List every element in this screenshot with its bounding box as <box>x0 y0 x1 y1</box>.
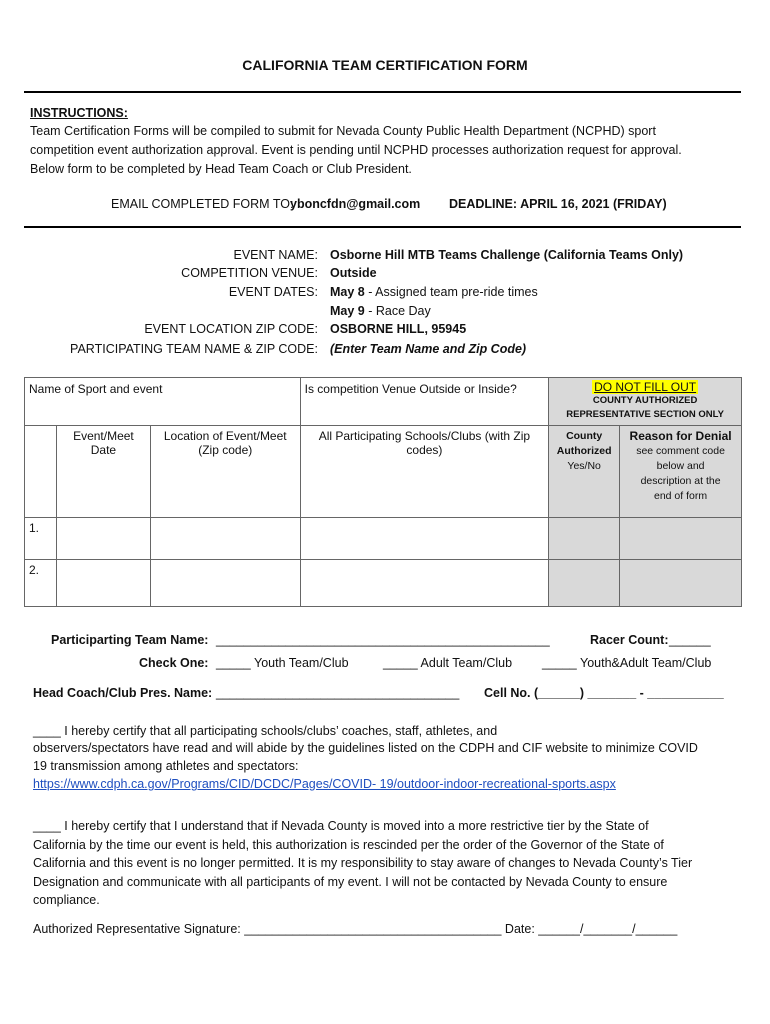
option-youth[interactable]: _____ Youth Team/Club <box>216 656 349 670</box>
header-location <box>150 426 300 518</box>
cell-date[interactable] <box>56 560 150 607</box>
header-schools-line: codes) <box>406 443 443 457</box>
racer-count-field[interactable]: ______ <box>669 633 711 647</box>
row-number-header <box>25 426 57 518</box>
option-youth-adult[interactable]: _____ Youth&Adult Team/Club <box>542 656 712 670</box>
cell-county <box>549 518 620 560</box>
header-reason-denial <box>620 426 742 518</box>
header-sport: Name of Sport and event <box>25 378 301 426</box>
row-number: 1. <box>25 518 57 560</box>
cell-schools[interactable] <box>300 560 549 607</box>
cell-location[interactable] <box>150 518 300 560</box>
table-row <box>25 560 742 607</box>
county-section-header <box>549 378 742 426</box>
cell-reason <box>620 560 742 607</box>
cdph-guidelines-link[interactable] <box>33 777 616 791</box>
certify-2-line: compliance. <box>33 893 100 907</box>
reason-line: below and <box>656 460 705 472</box>
header-date-line: Event/Meet <box>73 429 134 443</box>
venue-value: Outside <box>330 266 377 280</box>
do-not-fill-label: DO NOT FILL OUT <box>594 380 697 394</box>
event-name-value: Osborne Hill MTB Teams Challenge (California Teams Only) <box>330 248 684 262</box>
form-title: CALIFORNIA TEAM CERTIFICATION FORM <box>242 57 528 73</box>
county-section-line: REPRESENTATIVE SECTION ONLY <box>566 409 724 420</box>
cell-county <box>549 560 620 607</box>
county-line: Yes/No <box>567 460 601 472</box>
header-venue: Is competition Venue Outside or Inside? <box>300 378 549 426</box>
reason-title: Reason for Denial <box>629 429 732 443</box>
date-1-desc: - Assigned team pre-ride times <box>364 285 538 299</box>
cell-schools[interactable] <box>300 518 549 560</box>
date-2: May 9 <box>330 304 365 318</box>
certify-1-line: observers/spectators have read and will abide by the guidelines listed on the CDPH and CIF website to minimize COVID <box>33 741 698 755</box>
row-number: 2. <box>25 560 57 607</box>
event-date-2 <box>330 304 431 318</box>
reason-line: description at the <box>640 475 721 487</box>
venue-label: COMPETITION VENUE: <box>181 266 318 280</box>
team-label: PARTICIPATING TEAM NAME & ZIP CODE: <box>70 342 318 356</box>
racer-count-label: Racer Count: <box>590 633 669 647</box>
cell-location[interactable] <box>150 560 300 607</box>
zip-label: EVENT LOCATION ZIP CODE: <box>144 322 318 336</box>
coach-name-label: Head Coach/Club Pres. Name: <box>33 686 213 700</box>
instructions-text: Team Certification Forms will be compiled to submit for Nevada County Public Health Department (NCPHD) sport <box>30 124 656 138</box>
divider <box>24 226 741 228</box>
event-table <box>24 377 742 607</box>
instructions-heading: INSTRUCTIONS: <box>30 106 128 120</box>
county-section-line: COUNTY AUTHORIZED <box>592 395 698 406</box>
coach-name-field[interactable]: ___________________________________ <box>216 686 460 700</box>
cell-reason <box>620 518 742 560</box>
header-schools-line: All Participating Schools/Clubs (with Zip <box>318 429 531 443</box>
date-1: May 8 <box>330 285 365 299</box>
header-date-line: Date <box>90 443 117 457</box>
certify-2-line: California and this event is no longer permitted. It is my responsibility to stay aware of changes to Nevada County’s Tier <box>33 856 693 870</box>
reason-line: see comment code <box>636 445 725 457</box>
email-value[interactable]: yboncfdn@gmail.com <box>290 197 421 211</box>
cell-date[interactable] <box>56 518 150 560</box>
table-row <box>25 518 742 560</box>
header-schools <box>300 426 549 518</box>
certify-2-line: ____ I hereby certify that I understand that if Nevada County is moved into a more restrictive tier by the State of <box>33 819 649 833</box>
email-label: EMAIL COMPLETED FORM TO: <box>111 197 294 211</box>
county-line: County <box>566 430 603 442</box>
instructions-text: Below form to be completed by Head Team Coach or Club President. <box>30 162 412 176</box>
reason-line: end of form <box>654 490 708 502</box>
certify-1-line: 19 transmission among athletes and spectators: <box>33 759 299 773</box>
team-value[interactable]: (Enter Team Name and Zip Code) <box>330 342 527 356</box>
certify-2-line: California by the time our event is held, this authorization is rescinded per the order of the Governor of the State of <box>33 838 664 852</box>
dates-label: EVENT DATES: <box>228 285 318 299</box>
zip-value: OSBORNE HILL, 95945 <box>330 322 467 336</box>
header-location-line: Location of Event/Meet <box>163 429 287 443</box>
team-name-field[interactable]: ________________________________________________ <box>216 633 550 647</box>
certify-2-line: Designation and communicate with all participants of my event. I will not be contacted by Nevada County to ensure <box>33 875 668 889</box>
team-name-label: Participarting Team Name: <box>51 633 209 647</box>
county-line: Authorized <box>556 445 612 457</box>
event-date-1 <box>330 285 538 299</box>
cdph-link[interactable]: https://www.cdph.ca.gov/Programs/CID/DCDC/Pages/COVID- 19/outdoor-indoor-recreational-sports.aspx <box>33 777 616 791</box>
date-2-desc: - Race Day <box>364 304 431 318</box>
certify-1-line: ____ I hereby certify that all participating schools/clubs’ coaches, staff, athletes, and <box>33 724 498 738</box>
instructions-text: competition event authorization approval. Event is pending until NCPHD processes authorization request for approval. <box>30 143 682 157</box>
event-name-label: EVENT NAME: <box>233 248 318 262</box>
option-adult[interactable]: _____ Adult Team/Club <box>383 656 513 670</box>
check-one-label: Check One: <box>139 656 209 670</box>
deadline: DEADLINE: APRIL 16, 2021 (FRIDAY) <box>449 197 667 211</box>
header-date <box>56 426 150 518</box>
header-county-authorized <box>549 426 620 518</box>
cell-number-field[interactable]: Cell No. (______) _______ - ___________ <box>484 686 724 700</box>
header-location-line: (Zip code) <box>198 443 253 457</box>
divider <box>24 91 741 93</box>
signature-line[interactable]: Authorized Representative Signature: _____________________________________ Date: ______/_______/______ <box>33 922 678 936</box>
